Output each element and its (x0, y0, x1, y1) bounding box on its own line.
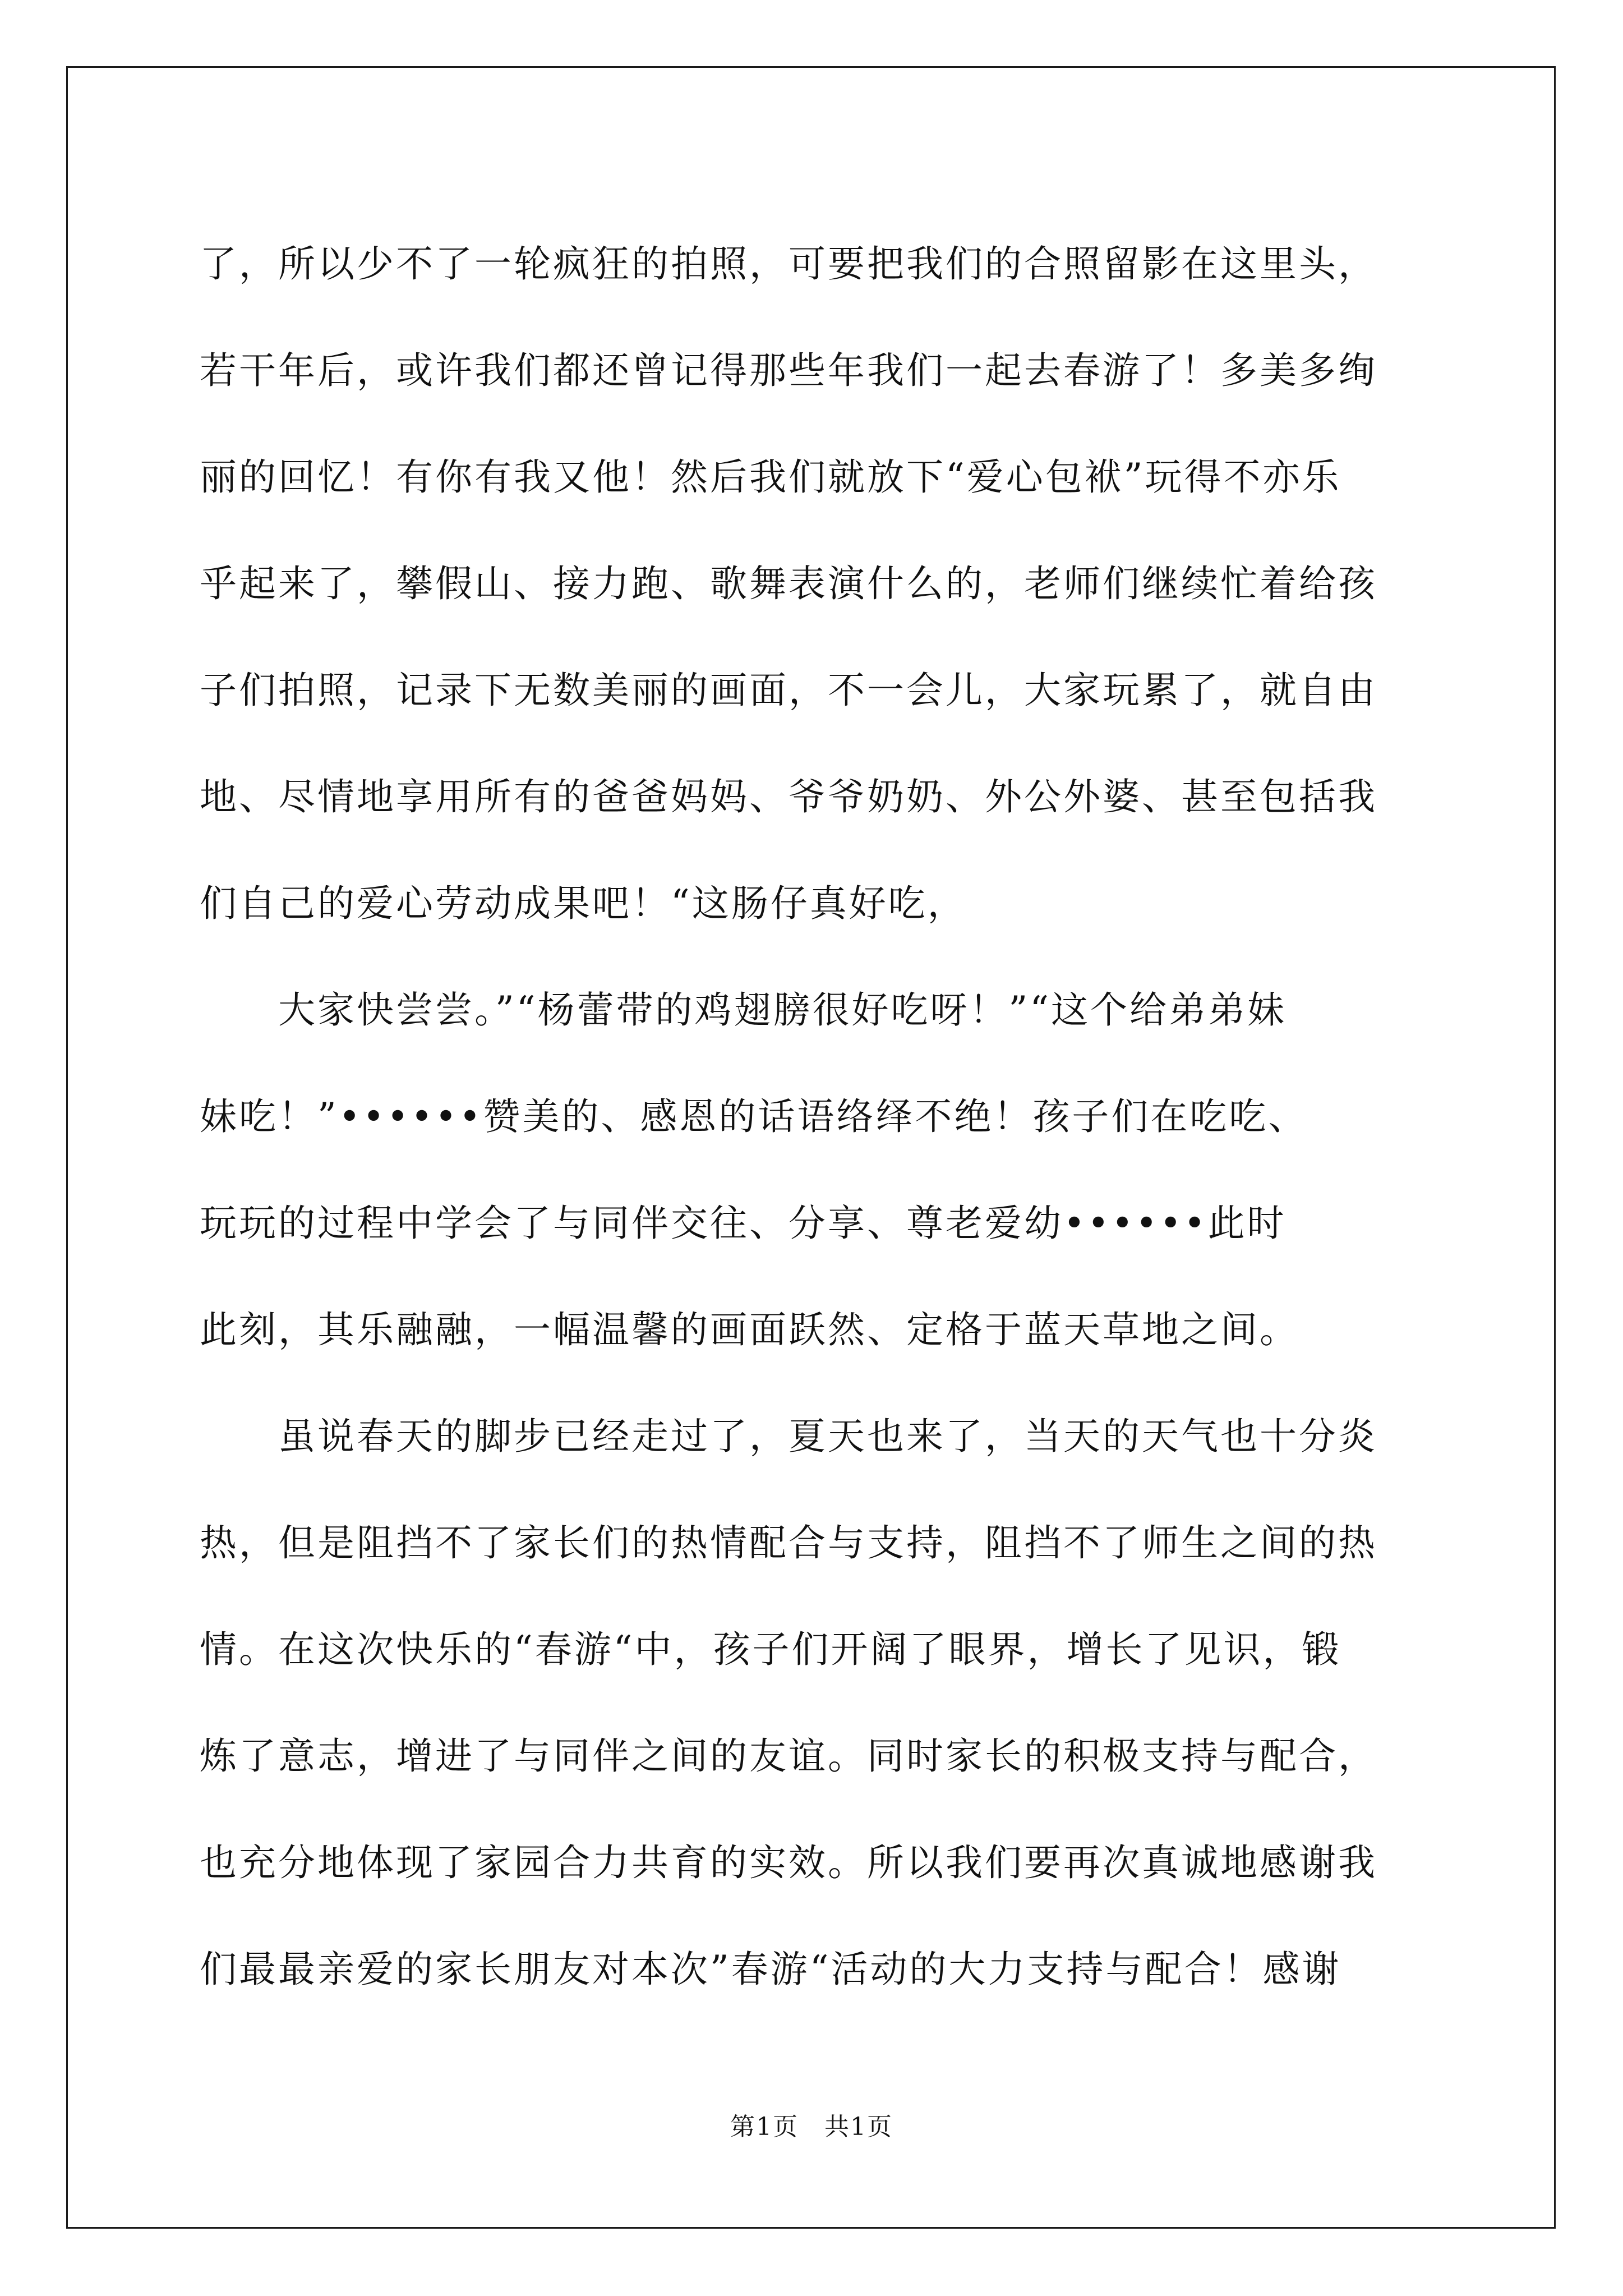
text-line: 了，所以少不了一轮疯狂的拍照，可要把我们的合照留影在这里头， (200, 242, 1377, 286)
text-line: 也充分地体现了家园合力共育的实效。所以我们要再次真诚地感谢我 (200, 1841, 1377, 1884)
text-line: 们最最亲爱的家长朋友对本次”春游“活动的大力支持与配合！感谢 (200, 1948, 1341, 1991)
text-line: 丽的回忆！有你有我又他！然后我们就放下“爱心包袱”玩得不亦乐 (200, 455, 1341, 499)
page-number-footer: 第1页 共1页 (730, 2113, 893, 2141)
text-line: 热，但是阻挡不了家长们的热情配合与支持，阻挡不了师生之间的热 (200, 1521, 1377, 1565)
document-body (200, 211, 1433, 2023)
text-line: 若干年后，或许我们都还曾记得那些年我们一起去春游了！多美多绚 (200, 349, 1377, 392)
text-line: 乎起来了，攀假山、接力跑、歌舞表演什么的，老师们继续忙着给孩 (200, 562, 1377, 605)
text-line: 妹吃！”••••••赞美的、感恩的话语络绎不绝！孩子们在吃吃、 (200, 1095, 1308, 1138)
text-line: 炼了意志，增进了与同伴之间的友谊。同时家长的积极支持与配合， (200, 1734, 1377, 1778)
text-line: 子们拍照，记录下无数美丽的画面，不一会儿，大家玩累了，就自由 (200, 669, 1377, 712)
text-line: 们自己的爱心劳动成果吧！“这肠仔真好吃， (200, 882, 967, 925)
paragraph-start-line: 虽说春天的脚步已经走过了，夏天也来了，当天的天气也十分炎 (200, 1415, 1377, 1458)
text-line: 地、尽情地享用所有的爸爸妈妈、爷爷奶奶、外公外婆、甚至包括我 (200, 775, 1377, 818)
text-line: 此刻，其乐融融，一幅温馨的画面跃然、定格于蓝天草地之间。 (200, 1308, 1299, 1351)
paragraph-start-line: 大家快尝尝。”“杨蕾带的鸡翅膀很好吃呀！”“这个给弟弟妹 (200, 988, 1287, 1032)
text-line: 玩玩的过程中学会了与同伴交往、分享、尊老爱幼••••••此时 (200, 1202, 1287, 1245)
text-line: 情。在这次快乐的“春游“中，孩子们开阔了眼界，增长了见识，锻 (200, 1628, 1341, 1671)
